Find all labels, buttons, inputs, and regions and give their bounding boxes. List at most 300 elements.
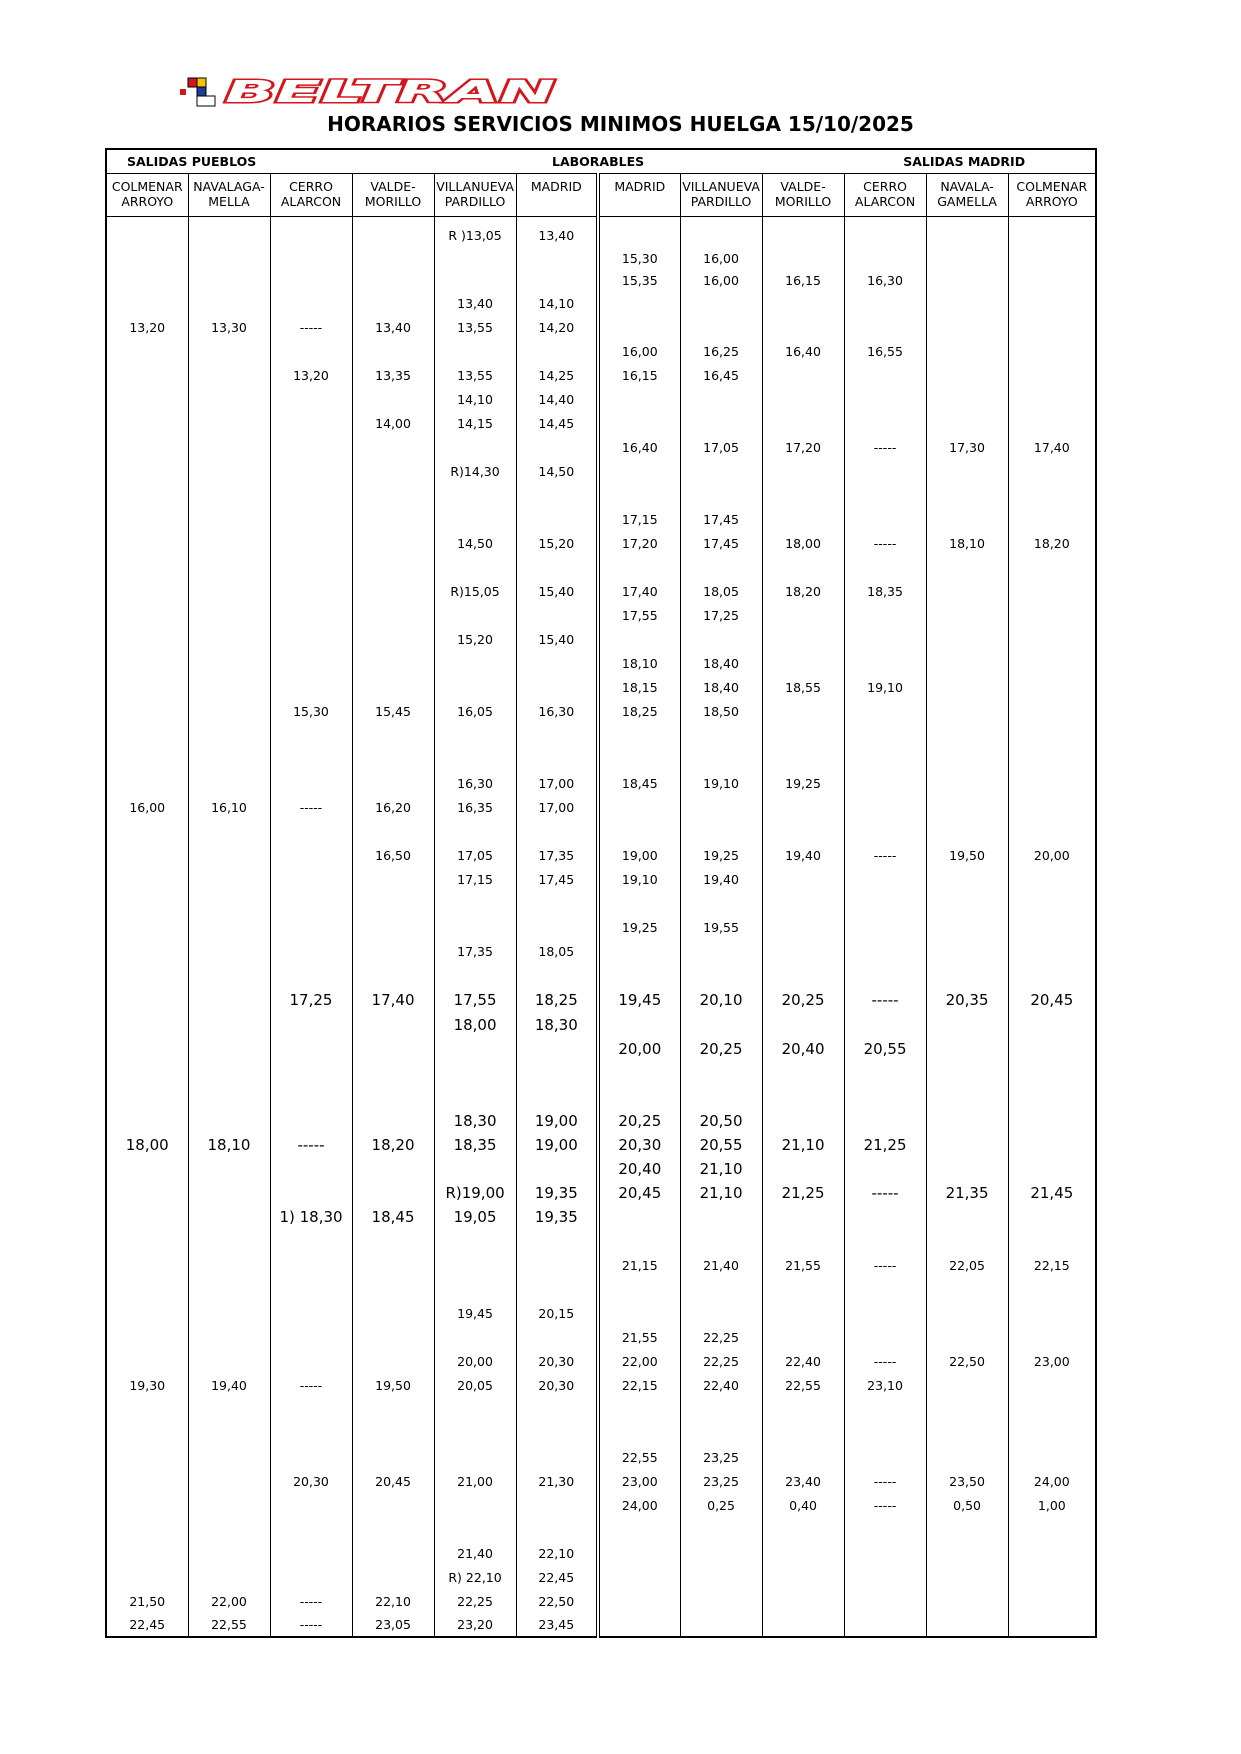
time-cell — [352, 507, 434, 531]
time-cell: 19,50 — [926, 843, 1008, 867]
time-cell — [106, 1205, 188, 1229]
time-cell — [434, 435, 516, 459]
time-cell — [926, 1085, 1008, 1109]
time-cell — [598, 891, 680, 915]
time-cell — [844, 1589, 926, 1613]
time-cell: R)14,30 — [434, 459, 516, 483]
time-cell: 19,00 — [516, 1133, 598, 1157]
time-cell: 18,35 — [844, 579, 926, 603]
time-cell: 18,40 — [680, 651, 762, 675]
time-cell — [762, 867, 844, 891]
time-cell — [352, 339, 434, 363]
time-cell: 18,05 — [516, 939, 598, 963]
time-cell — [762, 223, 844, 247]
time-cell: 18,20 — [762, 579, 844, 603]
time-cell: 21,35 — [926, 1181, 1008, 1205]
table-row — [106, 771, 1096, 795]
time-cell — [762, 651, 844, 675]
table-row — [106, 603, 1096, 627]
table-row — [106, 867, 1096, 891]
time-cell — [844, 747, 926, 771]
table-row — [106, 291, 1096, 315]
time-cell — [516, 483, 598, 507]
table-row — [106, 1613, 1096, 1637]
table-row — [106, 1253, 1096, 1277]
time-cell — [1008, 1133, 1096, 1157]
time-cell: 23,25 — [680, 1469, 762, 1493]
time-cell: 19,55 — [680, 915, 762, 939]
time-cell: 20,45 — [598, 1181, 680, 1205]
time-cell — [106, 843, 188, 867]
time-cell — [188, 387, 270, 411]
time-cell — [926, 1037, 1008, 1061]
table-row — [106, 531, 1096, 555]
table-row — [106, 507, 1096, 531]
time-cell — [926, 747, 1008, 771]
time-cell — [926, 339, 1008, 363]
time-cell — [516, 1229, 598, 1253]
time-cell: 20,30 — [516, 1373, 598, 1397]
time-cell — [1008, 1517, 1096, 1541]
time-cell: 0,25 — [680, 1493, 762, 1517]
logo-square-white — [197, 96, 215, 106]
time-cell — [352, 963, 434, 987]
table-row — [106, 1349, 1096, 1373]
time-cell: ----- — [844, 435, 926, 459]
time-cell: 17,30 — [926, 435, 1008, 459]
time-cell — [516, 1061, 598, 1085]
table-row — [106, 1157, 1096, 1181]
time-cell: 20,55 — [680, 1133, 762, 1157]
schedule-body — [106, 217, 1096, 1638]
time-cell — [598, 387, 680, 411]
time-cell — [680, 291, 762, 315]
time-cell: 20,35 — [926, 987, 1008, 1013]
time-cell — [1008, 1013, 1096, 1037]
column-header-row-1 — [106, 174, 1096, 195]
time-cell — [598, 1061, 680, 1085]
time-cell — [106, 269, 188, 291]
time-cell: 14,50 — [434, 531, 516, 555]
time-cell — [762, 1613, 844, 1637]
time-cell — [1008, 651, 1096, 675]
time-cell — [188, 1205, 270, 1229]
time-cell — [270, 1325, 352, 1349]
time-cell — [1008, 315, 1096, 339]
time-cell: 17,45 — [516, 867, 598, 891]
time-cell — [926, 459, 1008, 483]
time-cell — [598, 1541, 680, 1565]
time-cell — [352, 1181, 434, 1205]
time-cell — [598, 747, 680, 771]
time-cell: R)15,05 — [434, 579, 516, 603]
table-row — [106, 1517, 1096, 1541]
time-cell — [352, 555, 434, 579]
time-cell: 14,40 — [516, 387, 598, 411]
time-cell: 20,00 — [1008, 843, 1096, 867]
time-cell: 20,30 — [598, 1133, 680, 1157]
time-cell: 13,20 — [270, 363, 352, 387]
time-cell — [106, 435, 188, 459]
time-cell — [598, 795, 680, 819]
time-cell: 16,00 — [680, 269, 762, 291]
time-cell: 23,20 — [434, 1613, 516, 1637]
time-cell — [1008, 1157, 1096, 1181]
time-cell: ----- — [844, 1469, 926, 1493]
time-cell — [270, 747, 352, 771]
time-cell — [762, 555, 844, 579]
table-row — [106, 1541, 1096, 1565]
time-cell — [352, 1037, 434, 1061]
time-cell: 16,00 — [129, 799, 166, 815]
time-cell: 17,15 — [434, 867, 516, 891]
time-cell — [844, 1013, 926, 1037]
time-cell: 18,30 — [434, 1109, 516, 1133]
time-cell: 20,45 — [352, 1469, 434, 1493]
time-cell — [680, 1229, 762, 1253]
time-cell — [516, 723, 598, 747]
time-cell: R) 22,10 — [434, 1565, 516, 1589]
time-cell — [762, 939, 844, 963]
time-cell — [762, 1013, 844, 1037]
column-header-line2: GAMELLA — [926, 194, 1008, 217]
time-cell: 17,20 — [598, 531, 680, 555]
time-cell: 16,45 — [680, 363, 762, 387]
time-cell: ----- — [270, 1133, 352, 1157]
time-cell — [434, 915, 516, 939]
time-cell — [434, 1421, 516, 1445]
time-cell: 17,25 — [680, 603, 762, 627]
time-cell — [844, 699, 926, 723]
table-row — [106, 387, 1096, 411]
time-cell — [1008, 579, 1096, 603]
time-cell: 17,45 — [680, 507, 762, 531]
time-cell: R)19,00 — [434, 1181, 516, 1205]
time-cell: 23,40 — [762, 1469, 844, 1493]
time-cell — [270, 1445, 352, 1469]
time-cell — [106, 1157, 188, 1181]
time-cell: 23,10 — [844, 1373, 926, 1397]
time-cell: 16,35 — [434, 795, 516, 819]
time-cell — [106, 651, 188, 675]
time-cell — [844, 651, 926, 675]
time-cell — [1008, 939, 1096, 963]
time-cell — [270, 1013, 352, 1037]
group-salidas-madrid: SALIDAS MADRID — [762, 149, 1096, 174]
time-cell — [106, 339, 188, 363]
time-cell: 18,10 — [188, 1133, 270, 1157]
time-cell — [106, 819, 188, 843]
table-row — [106, 939, 1096, 963]
time-cell — [270, 247, 352, 269]
time-cell — [270, 387, 352, 411]
time-cell — [188, 1229, 270, 1253]
time-cell — [270, 269, 352, 291]
time-cell: 17,55 — [598, 603, 680, 627]
time-cell: 21,25 — [762, 1181, 844, 1205]
time-cell — [516, 819, 598, 843]
time-cell — [762, 603, 844, 627]
time-cell: 16,20 — [352, 795, 434, 819]
time-cell: 20,50 — [680, 1109, 762, 1133]
time-cell — [762, 247, 844, 269]
time-cell — [106, 1517, 188, 1541]
time-cell — [106, 747, 188, 771]
time-cell — [762, 723, 844, 747]
time-cell: 18,40 — [680, 675, 762, 699]
time-cell — [270, 843, 352, 867]
time-cell — [844, 795, 926, 819]
time-cell — [680, 795, 762, 819]
column-header-line2: ARROYO — [106, 194, 188, 217]
time-cell: 20,00 — [434, 1349, 516, 1373]
time-cell — [680, 1085, 762, 1109]
table-row — [106, 1397, 1096, 1421]
time-cell — [598, 223, 680, 247]
time-cell — [680, 627, 762, 651]
time-cell — [598, 1085, 680, 1109]
time-cell — [106, 699, 188, 723]
time-cell — [1008, 1421, 1096, 1445]
time-cell — [1008, 819, 1096, 843]
time-cell — [106, 891, 188, 915]
logo-square-yellow — [197, 78, 206, 87]
table-row — [106, 1565, 1096, 1589]
table-row — [106, 699, 1096, 723]
time-cell — [680, 387, 762, 411]
time-cell — [762, 1109, 844, 1133]
time-cell — [352, 1157, 434, 1181]
time-cell — [270, 1085, 352, 1109]
table-row — [106, 483, 1096, 507]
time-cell — [598, 1229, 680, 1253]
time-cell — [926, 363, 1008, 387]
time-cell — [106, 387, 188, 411]
time-cell: 1,00 — [1008, 1493, 1096, 1517]
time-cell — [270, 411, 352, 435]
time-cell — [762, 507, 844, 531]
time-cell — [762, 1445, 844, 1469]
time-cell — [598, 627, 680, 651]
table-row — [106, 891, 1096, 915]
time-cell — [106, 1061, 188, 1085]
time-cell — [188, 1397, 270, 1421]
time-cell — [106, 1229, 188, 1253]
time-cell: 21,50 — [129, 1593, 166, 1609]
time-cell — [270, 675, 352, 699]
time-cell — [516, 1253, 598, 1277]
time-cell — [516, 963, 598, 987]
time-cell — [106, 939, 188, 963]
time-cell — [762, 1541, 844, 1565]
time-cell — [188, 435, 270, 459]
time-cell — [516, 891, 598, 915]
table-row — [106, 1229, 1096, 1253]
time-cell — [516, 1397, 598, 1421]
time-cell: 18,25 — [598, 699, 680, 723]
time-cell — [680, 459, 762, 483]
time-cell: 21,55 — [762, 1253, 844, 1277]
time-cell — [434, 1229, 516, 1253]
time-cell: 16,25 — [680, 339, 762, 363]
time-cell — [926, 1109, 1008, 1133]
time-cell — [188, 747, 270, 771]
time-cell — [106, 1037, 188, 1061]
time-cell — [680, 1061, 762, 1085]
time-cell — [926, 771, 1008, 795]
column-header-line2: ARROYO — [1008, 194, 1096, 217]
time-cell — [926, 1301, 1008, 1325]
time-cell — [188, 843, 270, 867]
time-cell: 13,35 — [352, 363, 434, 387]
time-cell — [762, 483, 844, 507]
time-cell: 23,50 — [926, 1469, 1008, 1493]
time-cell: 16,50 — [352, 843, 434, 867]
table-row — [106, 339, 1096, 363]
time-cell: 16,55 — [844, 339, 926, 363]
time-cell: 15,40 — [516, 627, 598, 651]
time-cell — [106, 675, 188, 699]
time-cell — [434, 1037, 516, 1061]
time-cell: 22,45 — [129, 1617, 166, 1632]
time-cell — [270, 603, 352, 627]
time-cell — [926, 1565, 1008, 1589]
time-cell — [106, 555, 188, 579]
time-cell — [516, 915, 598, 939]
time-cell — [352, 435, 434, 459]
time-cell — [844, 627, 926, 651]
time-cell: 17,45 — [680, 531, 762, 555]
time-cell — [434, 507, 516, 531]
time-cell — [844, 939, 926, 963]
time-cell — [680, 483, 762, 507]
time-cell: 16,05 — [434, 699, 516, 723]
time-cell: 20,00 — [598, 1037, 680, 1061]
time-cell — [844, 1085, 926, 1109]
time-cell — [598, 315, 680, 339]
time-cell: 14,50 — [516, 459, 598, 483]
time-cell — [1008, 1085, 1096, 1109]
time-cell — [1008, 795, 1096, 819]
time-cell — [352, 1061, 434, 1085]
time-cell — [516, 1157, 598, 1181]
time-cell — [106, 1541, 188, 1565]
time-cell — [270, 435, 352, 459]
time-cell — [598, 291, 680, 315]
time-cell — [188, 1565, 270, 1589]
table-row — [106, 843, 1096, 867]
time-cell: 19,00 — [516, 1109, 598, 1133]
time-cell — [926, 483, 1008, 507]
time-cell — [270, 579, 352, 603]
time-cell: 13,55 — [434, 363, 516, 387]
time-cell — [270, 771, 352, 795]
time-cell — [106, 1301, 188, 1325]
time-cell — [844, 819, 926, 843]
time-cell: 14,45 — [516, 411, 598, 435]
time-cell — [680, 1205, 762, 1229]
time-cell — [598, 459, 680, 483]
time-cell — [1008, 223, 1096, 247]
time-cell — [844, 1325, 926, 1349]
time-cell: 22,00 — [188, 1589, 270, 1613]
time-cell — [1008, 1373, 1096, 1397]
time-cell: 19,50 — [352, 1373, 434, 1397]
time-cell: 20,05 — [434, 1373, 516, 1397]
time-cell — [352, 1325, 434, 1349]
time-cell: 18,10 — [926, 531, 1008, 555]
time-cell — [352, 939, 434, 963]
time-cell — [844, 1445, 926, 1469]
time-cell: 18,30 — [516, 1013, 598, 1037]
column-header-line2: PARDILLO — [680, 194, 762, 217]
time-cell — [926, 1157, 1008, 1181]
time-cell: 20,55 — [844, 1037, 926, 1061]
time-cell — [844, 1277, 926, 1301]
time-cell: 23,00 — [598, 1469, 680, 1493]
time-cell: 13,40 — [352, 315, 434, 339]
time-cell — [926, 579, 1008, 603]
time-cell: 15,20 — [434, 627, 516, 651]
time-cell: 16,15 — [762, 269, 844, 291]
time-cell — [434, 723, 516, 747]
table-row — [106, 915, 1096, 939]
time-cell — [106, 987, 188, 1013]
time-cell: 19,05 — [434, 1205, 516, 1229]
time-cell: ----- — [270, 315, 352, 339]
time-cell — [598, 1517, 680, 1541]
time-cell — [434, 269, 516, 291]
table-row — [106, 247, 1096, 269]
time-cell — [434, 1397, 516, 1421]
column-header-line1: VALDE- — [762, 174, 844, 195]
time-cell — [762, 1301, 844, 1325]
time-cell: 17,40 — [598, 579, 680, 603]
time-cell: 22,15 — [598, 1373, 680, 1397]
time-cell — [516, 1037, 598, 1061]
beltran-logo — [180, 76, 560, 108]
time-cell — [188, 1037, 270, 1061]
time-cell — [762, 747, 844, 771]
time-cell — [434, 963, 516, 987]
time-cell — [106, 223, 188, 247]
time-cell: 18,25 — [516, 987, 598, 1013]
time-cell — [434, 555, 516, 579]
time-cell: 18,05 — [680, 579, 762, 603]
time-cell — [352, 819, 434, 843]
time-cell — [352, 1277, 434, 1301]
time-cell — [1008, 891, 1096, 915]
time-cell — [1008, 387, 1096, 411]
time-cell — [516, 339, 598, 363]
time-cell: 19,25 — [598, 915, 680, 939]
time-cell: 19,25 — [762, 771, 844, 795]
time-cell: 17,35 — [434, 939, 516, 963]
time-cell — [844, 1205, 926, 1229]
time-cell — [188, 291, 270, 315]
time-cell — [1008, 291, 1096, 315]
time-cell: 22,45 — [516, 1565, 598, 1589]
time-cell — [926, 269, 1008, 291]
time-cell — [1008, 699, 1096, 723]
time-cell — [188, 1325, 270, 1349]
time-cell — [762, 1205, 844, 1229]
time-cell — [106, 291, 188, 315]
time-cell — [1008, 771, 1096, 795]
time-cell — [352, 723, 434, 747]
time-cell — [270, 1349, 352, 1373]
time-cell — [926, 819, 1008, 843]
